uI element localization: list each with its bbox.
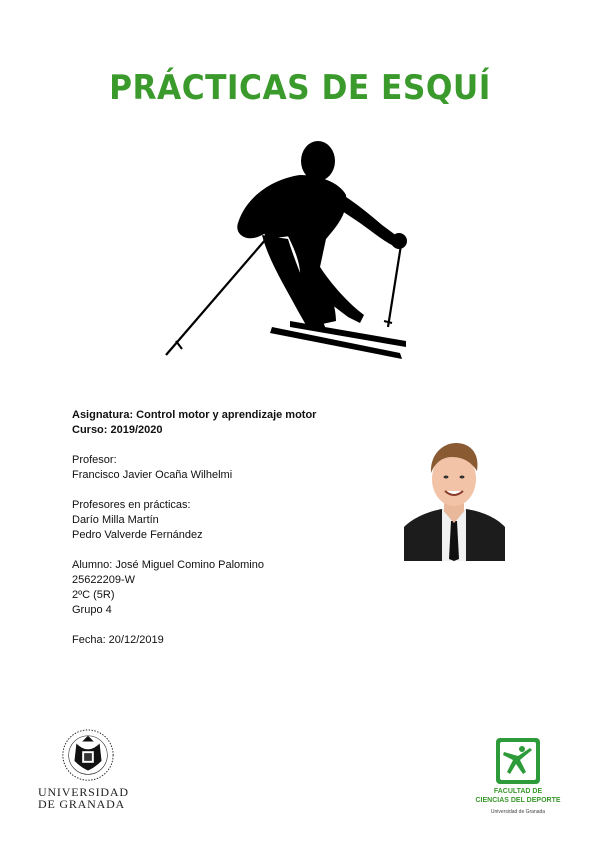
university-crest-icon — [38, 728, 138, 786]
info-block — [72, 408, 402, 648]
practice-teacher-1: Darío Milla Martín — [72, 514, 159, 526]
course-line: Curso: 2019/2020 — [72, 424, 163, 436]
page-title: PRÁCTICAS DE ESQUÍ — [109, 68, 491, 108]
subject-line: Asignatura: Control motor y aprendizaje motor — [72, 409, 317, 421]
teacher-label: Profesor: — [72, 454, 117, 466]
teacher-name: Francisco Javier Ocaña Wilhelmi — [72, 469, 233, 481]
student-group: Grupo 4 — [72, 604, 112, 616]
faculty-line-3: Universidad de Granada — [490, 809, 546, 815]
university-name — [38, 786, 138, 810]
student-line: Alumno: José Miguel Comino Palomino — [72, 559, 264, 571]
practice-teachers-label: Profesores en prácticas: — [72, 499, 191, 511]
date-line: Fecha: 20/12/2019 — [72, 634, 164, 646]
university-line-1: UNIVERSIDAD — [38, 785, 129, 799]
skier-silhouette-icon — [150, 135, 420, 365]
student-photo — [404, 439, 505, 561]
student-id: 25622209-W — [72, 574, 135, 586]
practice-teacher-2: Pedro Valverde Fernández — [72, 529, 203, 541]
faculty-line-2: CIENCIAS DEL DEPORTE — [475, 797, 561, 804]
faculty-line-1: FACULTAD DE — [493, 788, 543, 795]
university-line-2: DE GRANADA — [38, 797, 125, 811]
faculty-logo-icon — [496, 738, 540, 784]
student-class: 2ºC (5R) — [72, 589, 115, 601]
